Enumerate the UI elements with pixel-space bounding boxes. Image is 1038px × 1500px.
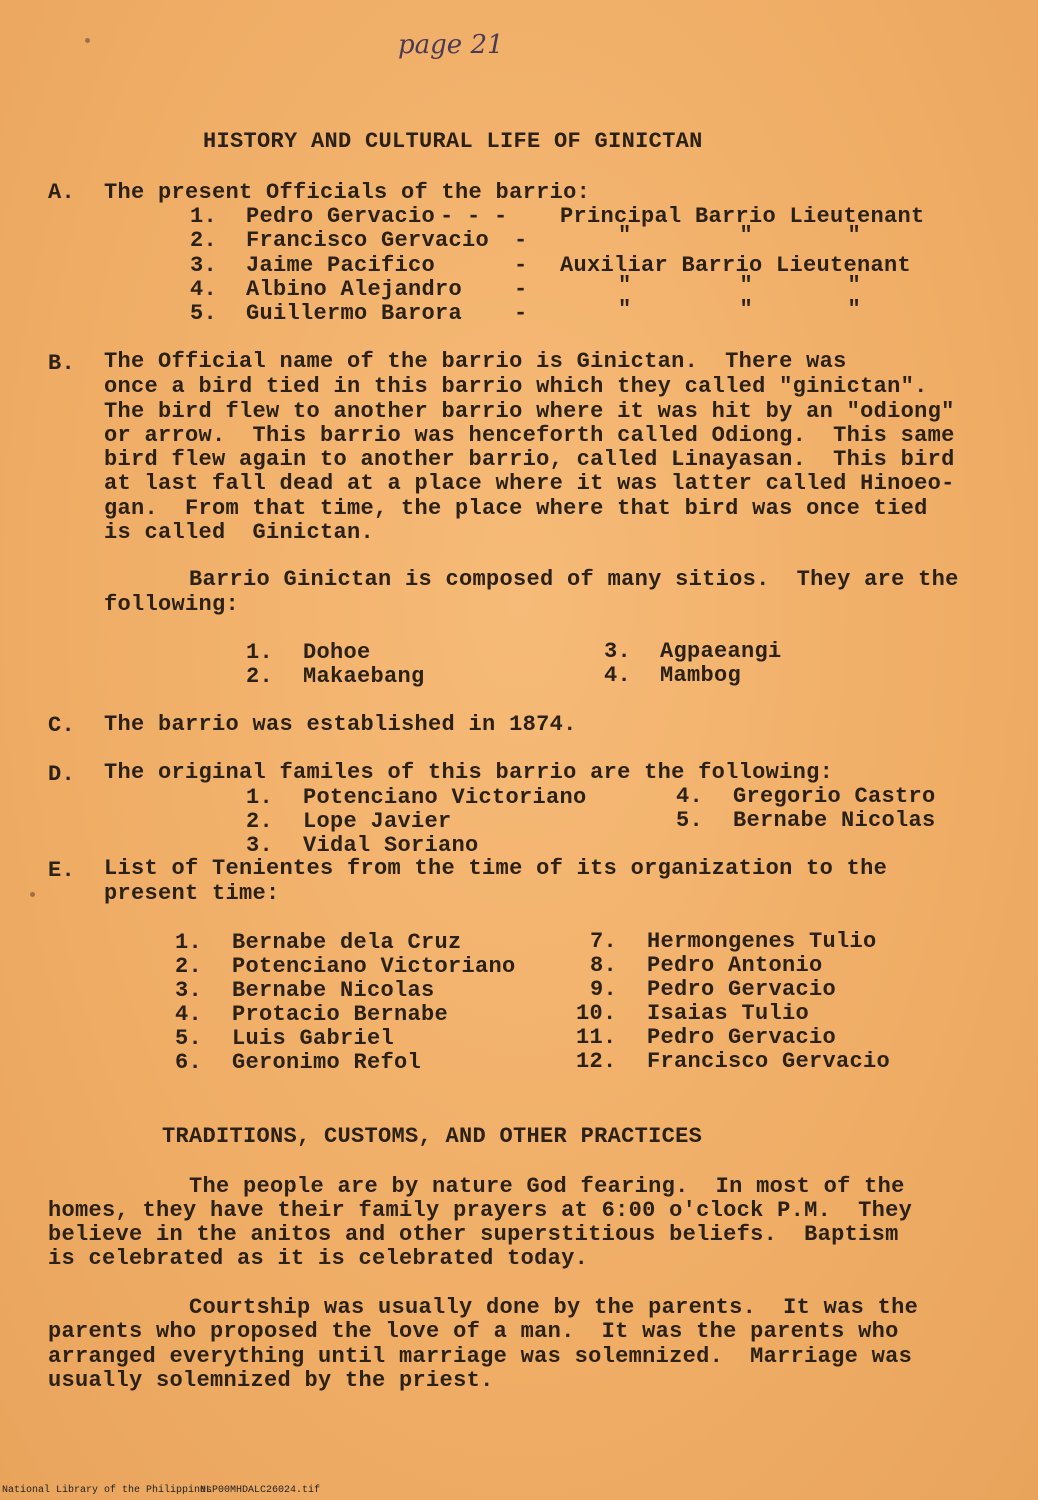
section-b-line: bird flew again to another barrio, called Linayasan. This bird [104, 447, 955, 472]
official-role: " " " [618, 273, 862, 298]
section-d-heading: The original familes of this barrio are the following: [104, 760, 834, 785]
section-b-line: is called Ginictan. [104, 520, 375, 545]
sitio-num: 2. [246, 664, 274, 689]
teniente-name: Protacio Bernabe [232, 1002, 449, 1027]
teniente-name: Geronimo Refol [232, 1050, 422, 1075]
teniente-num: 5. [175, 1026, 203, 1051]
sitio-name: Dohoe [303, 640, 371, 665]
sitio-num: 3. [604, 639, 632, 664]
official-dash: - [514, 228, 528, 253]
section-b-line: The Official name of the barrio is Ginictan. There was [104, 349, 847, 374]
section-a-heading: The present Officials of the barrio: [104, 180, 591, 205]
official-num: 1. [190, 204, 218, 229]
section-b-line: or arrow. This barrio was henceforth called Odiong. This same [104, 423, 955, 448]
family-num: 1. [246, 785, 274, 810]
teniente-num: 9. [590, 977, 618, 1002]
teniente-name: Potenciano Victoriano [232, 954, 516, 979]
teniente-name: Luis Gabriel [232, 1026, 395, 1051]
footer-library: National Library of the Philippines [2, 1485, 213, 1496]
teniente-num: 2. [175, 954, 203, 979]
official-role: " " " [618, 297, 862, 322]
official-name: Pedro Gervacio [246, 204, 436, 229]
traditions-para1-line: homes, they have their family prayers at 6:00 o'clock P.M. They [48, 1198, 913, 1223]
traditions-para2-line: parents who proposed the love of a man. It was the parents who [48, 1319, 899, 1344]
official-dash: - [514, 277, 528, 302]
section-c-marker: C. [48, 713, 76, 738]
teniente-num: 10. [576, 1001, 617, 1026]
teniente-num: 1. [175, 930, 203, 955]
section-b-line: The bird flew to another barrio where it was hit by an "odiong" [104, 399, 955, 424]
teniente-name: Pedro Gervacio [647, 977, 837, 1002]
traditions-title: TRADITIONS, CUSTOMS, AND OTHER PRACTICES [162, 1124, 703, 1149]
official-num: 2. [190, 228, 218, 253]
teniente-name: Hermongenes Tulio [647, 929, 877, 954]
teniente-num: 8. [590, 953, 618, 978]
official-num: 5. [190, 301, 218, 326]
traditions-para2-line: usually solemnized by the priest. [48, 1368, 494, 1393]
paper-speck [85, 38, 90, 43]
teniente-num: 7. [590, 929, 618, 954]
traditions-para2-line: arranged everything until marriage was solemnized. Marriage was [48, 1344, 913, 1369]
teniente-name: Bernabe Nicolas [232, 978, 435, 1003]
section-e-heading: present time: [104, 881, 280, 906]
traditions-para1-line: believe in the anitos and other superstitious beliefs. Baptism [48, 1222, 899, 1247]
family-name: Vidal Soriano [303, 833, 479, 858]
sitio-name: Makaebang [303, 664, 425, 689]
official-num: 3. [190, 253, 218, 278]
traditions-para1-line: The people are by nature God fearing. In most of the [189, 1174, 905, 1199]
official-name: Jaime Pacifico [246, 253, 436, 278]
teniente-name: Bernabe dela Cruz [232, 930, 462, 955]
traditions-para1-line: is celebrated as it is celebrated today. [48, 1246, 589, 1271]
sitios-intro: following: [104, 592, 240, 617]
teniente-name: Isaias Tulio [647, 1001, 810, 1026]
official-dash: - [514, 253, 528, 278]
teniente-num: 6. [175, 1050, 203, 1075]
traditions-para2-line: Courtship was usually done by the parents. It was the [189, 1295, 919, 1320]
footer-filename: NLP00MHDALC26024.tif [200, 1485, 321, 1496]
document-title: HISTORY AND CULTURAL LIFE OF GINICTAN [203, 129, 703, 154]
paper-speck [30, 892, 35, 897]
teniente-name: Pedro Gervacio [647, 1025, 837, 1050]
section-d-marker: D. [48, 762, 76, 787]
teniente-num: 11. [576, 1025, 617, 1050]
family-num: 5. [676, 808, 704, 833]
official-name: Francisco Gervacio [246, 228, 490, 253]
sitio-name: Mambog [660, 663, 742, 688]
official-role: Auxiliar Barrio Lieutenant [560, 253, 912, 278]
official-name: Albino Alejandro [246, 277, 463, 302]
family-name: Bernabe Nicolas [733, 808, 936, 833]
section-b-line: gan. From that time, the place where that bird was once tied [104, 496, 928, 521]
teniente-num: 4. [175, 1002, 203, 1027]
section-c-text: The barrio was established in 1874. [104, 712, 577, 737]
teniente-num: 12. [576, 1049, 617, 1074]
family-num: 3. [246, 833, 274, 858]
section-b-marker: B. [48, 351, 76, 376]
family-num: 2. [246, 809, 274, 834]
teniente-num: 3. [175, 978, 203, 1003]
section-e-marker: E. [48, 858, 76, 883]
sitio-name: Agpaeangi [660, 639, 782, 664]
family-name: Lope Javier [303, 809, 452, 834]
official-name: Guillermo Barora [246, 301, 463, 326]
family-num: 4. [676, 784, 704, 809]
sitio-num: 1. [246, 640, 274, 665]
family-name: Gregorio Castro [733, 784, 936, 809]
teniente-name: Francisco Gervacio [647, 1049, 891, 1074]
official-role: " " " [618, 223, 862, 248]
sitio-num: 4. [604, 663, 632, 688]
official-role: Principal Barrio Lieutenant [560, 204, 925, 229]
sitios-intro: Barrio Ginictan is composed of many sitios. They are the [189, 567, 959, 592]
official-dash: - [514, 301, 528, 326]
section-a-marker: A. [48, 180, 76, 205]
section-b-line: once a bird tied in this barrio which they called "ginictan". [104, 374, 928, 399]
official-num: 4. [190, 277, 218, 302]
section-e-heading: List of Tenientes from the time of its organization to the [104, 856, 888, 881]
page-number-note: page 21 [398, 30, 504, 60]
family-name: Potenciano Victoriano [303, 785, 587, 810]
teniente-name: Pedro Antonio [647, 953, 823, 978]
section-b-line: at last fall dead at a place where it was latter called Hinoeo- [104, 471, 955, 496]
official-dash: - - - [440, 204, 508, 229]
